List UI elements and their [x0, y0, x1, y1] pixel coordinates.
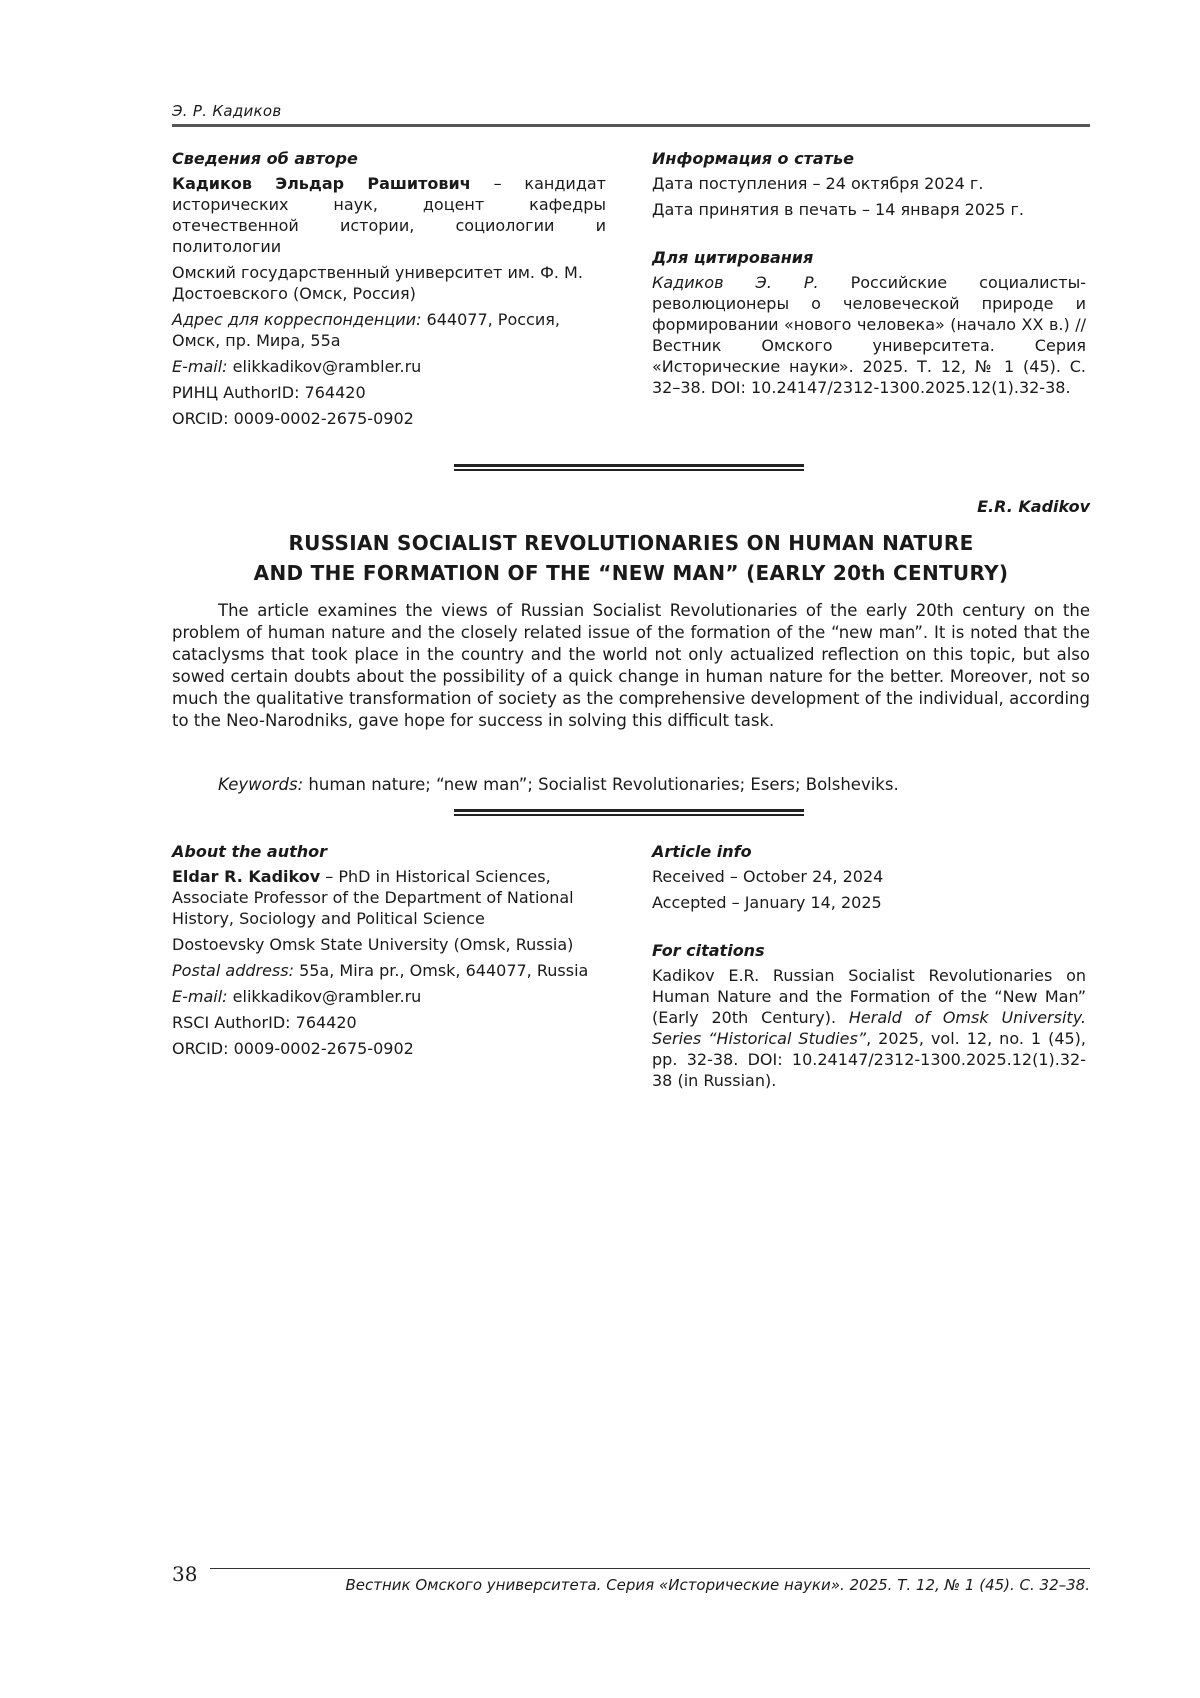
en-author-bio: [172, 866, 606, 929]
en-orcid: ORCID: 0009-0002-2675-0902: [172, 1039, 414, 1058]
en-email-label: E-mail:: [172, 987, 228, 1006]
en-citation-heading: For citations: [652, 941, 765, 960]
ru-email: [172, 356, 606, 377]
en-author: E.R. Kadikov: [977, 497, 1090, 516]
title-line-2: AND THE FORMATION OF THE “NEW MAN” (EARLY 20th CENTURY): [253, 561, 1009, 585]
en-email-value: elikkadikov@rambler.ru: [227, 987, 422, 1006]
en-affiliation: Dostoevsky Omsk State University (Omsk, Russia): [172, 935, 574, 954]
title-line-1: RUSSIAN SOCIALIST REVOLUTIONARIES ON HUMAN NATURE: [288, 531, 974, 555]
en-citation-text-a: Kadikov E.R. Russian Socialist Revolutionaries on Human Nature and the Formation of the “New Man” (Early 20th Century).: [652, 966, 1086, 1027]
en-author-name: Eldar R. Kadikov: [172, 867, 321, 886]
ru-author-bio-text: – кандидат исторических наук, доцент кафедры отечественной истории, социологии и политологии: [172, 174, 606, 256]
article-title: [172, 528, 1090, 588]
keywords-text: human nature; “new man”; Socialist Revolutionaries; Esers; Bolsheviks.: [303, 775, 899, 794]
en-citation-text-b: , 2025, vol. 12, no. 1 (45), pp. 32-38. DOI: 10.24147/2312-1300.2025.12(1).32-38 (in Russian).: [652, 1029, 1087, 1090]
en-citation: [652, 965, 1086, 1091]
en-email: [172, 986, 606, 1007]
en-author-heading: About the author: [172, 842, 328, 861]
ru-citation-text: Российские социалисты-революционеры о человеческой природе и формировании «нового человека» (начало XX в.) // Вестник Омского университета. Серия «Исторические науки». 2025. Т. 12, № 1 (45). С. 32–38. DOI: 10.24147/2312-1300.2025.12(1).32-38.: [652, 273, 1087, 397]
ru-citation: [652, 272, 1086, 398]
ru-article-info-heading: Информация о статье: [652, 149, 854, 168]
ru-author-bio: [172, 173, 606, 257]
en-author-id: RSCI AuthorID: 764420: [172, 1013, 357, 1032]
en-address-label: Postal address:: [172, 961, 294, 980]
ru-affiliation: Омский государственный университет им. Ф. М. Достоевского (Омск, Россия): [172, 263, 583, 303]
ru-citation-authors: Кадиков Э. Р.: [652, 273, 819, 292]
ru-received: Дата поступления – 24 октября 2024 г.: [652, 174, 984, 193]
en-received: Received – October 24, 2024: [652, 867, 884, 886]
ru-address-text: 644077, Россия, Омск, пр. Мира, 55а: [172, 310, 560, 350]
en-article-info-heading: Article info: [652, 842, 752, 861]
footer-journal: Вестник Омского университета. Серия «Исторические науки». 2025. Т. 12, № 1 (45). С. 32–38.: [345, 1576, 1090, 1594]
en-citation-journal: Herald of Omsk University. Series “Historical Studies”: [652, 1008, 1086, 1048]
keywords-label: Keywords:: [218, 775, 304, 794]
page-number: 38: [172, 1562, 198, 1586]
en-author-section: [172, 841, 606, 1064]
ru-accepted: Дата принятия в печать – 14 января 2025 г.: [652, 200, 1024, 219]
ru-email-label: E-mail:: [172, 357, 228, 376]
footer-rule: [210, 1568, 1090, 1569]
ru-article-info: [652, 148, 1086, 403]
ru-author-section: [172, 148, 606, 434]
en-address-text: 55a, Mira pr., Omsk, 644077, Russia: [293, 961, 589, 980]
ru-email-value: elikkadikov@rambler.ru: [227, 357, 422, 376]
en-author-bio-text: – PhD in Historical Sciences, Associate Professor of the Department of National History, Sociology and Political Science: [172, 867, 574, 928]
separator-double-rule-2: [454, 809, 804, 816]
separator-double-rule: [454, 464, 804, 471]
en-accepted: Accepted – January 14, 2025: [652, 893, 882, 912]
ru-address: [172, 309, 606, 351]
ru-author-heading: Сведения об авторе: [172, 149, 358, 168]
ru-orcid: ORCID: 0009-0002-2675-0902: [172, 409, 414, 428]
en-address: [172, 960, 606, 981]
ru-address-label: Адрес для корреспонденции:: [172, 310, 422, 329]
keywords: [218, 775, 1090, 794]
running-head: Э. Р. Кадиков: [172, 102, 282, 120]
abstract: The article examines the views of Russian Socialist Revolutionaries of the early 20th century on the problem of human nature and the closely related issue of the formation of the “new man”. It is noted that the cataclysms that took place in the country and the world not only actualized reflection on this topic, but also sowed certain doubts about the possibility of a quick change in human nature for the better. Moreover, not so much the qualitative transformation of society as the comprehensive development of the individual, according to the Neo-Narodniks, gave hope for success in solving this difficult task.: [172, 601, 1090, 730]
ru-citation-heading: Для цитирования: [652, 248, 814, 267]
en-article-info: [652, 841, 1086, 1096]
ru-author-id: РИНЦ AuthorID: 764420: [172, 383, 366, 402]
header-rule: [172, 124, 1090, 127]
ru-author-name: Кадиков Эльдар Рашитович: [172, 174, 471, 193]
